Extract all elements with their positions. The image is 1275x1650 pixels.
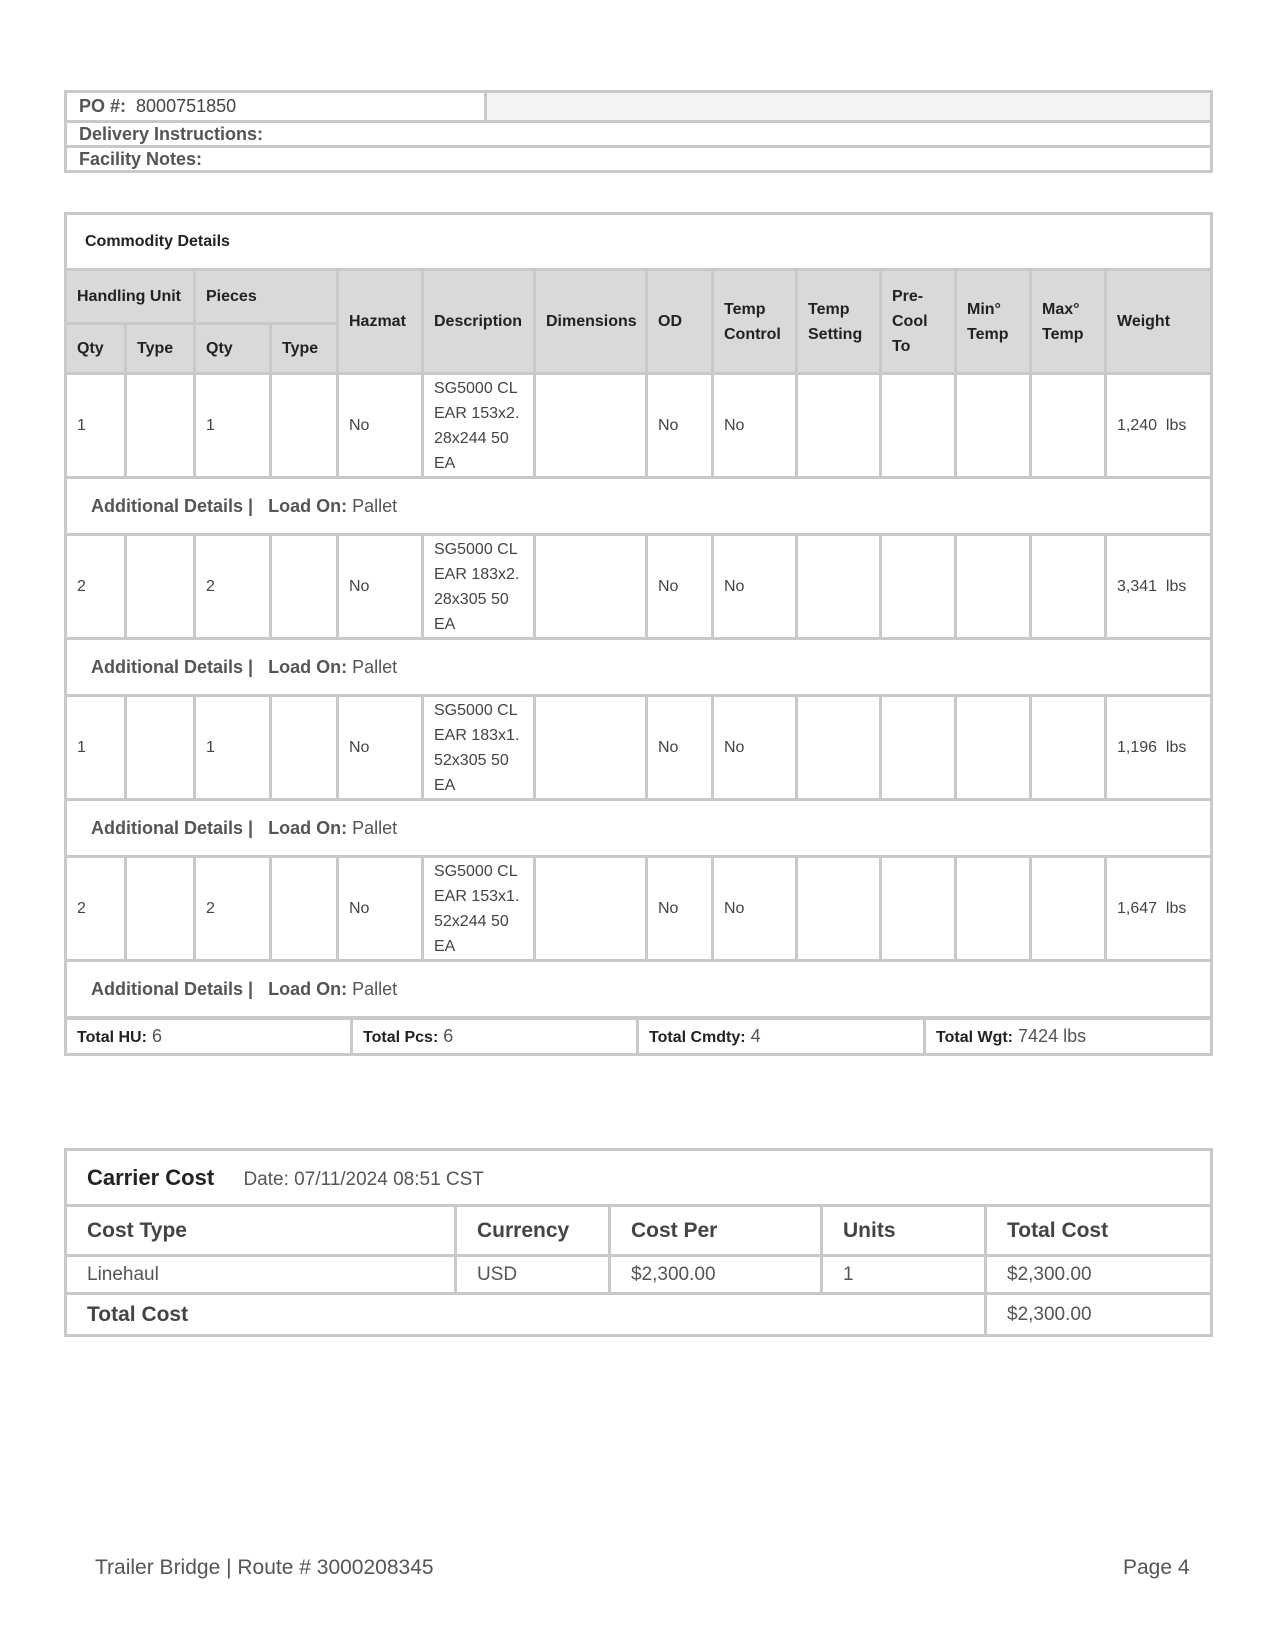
header-handling-unit: Handling Unit [66, 270, 195, 324]
total-hu-label: Total HU: [77, 1029, 147, 1046]
total-hu-value: 6 [151, 1026, 162, 1046]
load-on-label: Load On: [268, 656, 348, 677]
hu-qty-cell: 1 [66, 696, 126, 800]
header-total-cost: Total Cost [986, 1206, 1212, 1256]
header-description: Description [423, 270, 535, 374]
additional-details-row [66, 961, 1212, 1018]
temp-setting-cell [797, 535, 881, 639]
weight-cell: 3,341 lbs [1106, 535, 1212, 639]
load-on-label: Load On: [268, 495, 348, 516]
cost-per-cell: $2,300.00 [610, 1256, 822, 1294]
load-on-value: Pallet [352, 656, 398, 677]
dimensions-cell [535, 857, 647, 961]
total-wgt-cell [925, 1019, 1212, 1055]
header-hu-type: Type [126, 324, 195, 374]
max-temp-cell [1031, 374, 1106, 478]
header-currency: Currency [456, 1206, 610, 1256]
additional-details-cell [66, 639, 1212, 696]
max-temp-cell [1031, 696, 1106, 800]
additional-details-label: Additional Details | [91, 978, 254, 999]
footer-route: Trailer Bridge | Route # 3000208345 [95, 1556, 434, 1579]
commodity-row [66, 857, 1212, 961]
dimensions-cell [535, 696, 647, 800]
carrier-cost-title-cell [66, 1150, 1212, 1206]
po-number-label: PO #: [79, 96, 127, 116]
additional-details-row [66, 639, 1212, 696]
pre-cool-cell [881, 374, 956, 478]
header-pieces: Pieces [195, 270, 338, 324]
pcs-type-cell [271, 374, 338, 478]
temp-control-cell: No [713, 696, 797, 800]
description-cell: SG5000 CLEAR 183x1.52x305 50 EA [423, 696, 535, 800]
additional-details-cell [66, 800, 1212, 857]
grand-total-label: Total Cost [66, 1294, 986, 1336]
currency-cell: USD [456, 1256, 610, 1294]
od-cell: No [647, 374, 713, 478]
commodity-details-table [64, 212, 1213, 1019]
min-temp-cell [956, 535, 1031, 639]
max-temp-cell [1031, 535, 1106, 639]
od-cell: No [647, 696, 713, 800]
temp-setting-cell [797, 696, 881, 800]
hu-qty-cell: 2 [66, 535, 126, 639]
additional-details-cell [66, 961, 1212, 1018]
dimensions-cell [535, 374, 647, 478]
carrier-cost-table [64, 1148, 1213, 1337]
min-temp-cell [956, 857, 1031, 961]
additional-details-row [66, 478, 1212, 535]
commodity-details-caption: Commodity Details [66, 214, 1212, 270]
total-wgt-value: 7424 lbs [1018, 1026, 1087, 1046]
total-pcs-label: Total Pcs: [363, 1029, 439, 1046]
load-on-value: Pallet [352, 978, 398, 999]
pre-cool-cell [881, 696, 956, 800]
units-cell: 1 [822, 1256, 986, 1294]
temp-control-cell: No [713, 374, 797, 478]
description-cell: SG5000 CLEAR 183x2.28x305 50 EA [423, 535, 535, 639]
od-cell: No [647, 857, 713, 961]
carrier-cost-title: Carrier Cost [87, 1164, 215, 1190]
weight-cell: 1,647 lbs [1106, 857, 1212, 961]
header-od: OD [647, 270, 713, 374]
header-pre-cool: Pre-Cool To [881, 270, 956, 374]
header-hu-qty: Qty [66, 324, 126, 374]
hu-qty-cell: 2 [66, 857, 126, 961]
hu-type-cell [126, 696, 195, 800]
commodity-totals-table [64, 1017, 1213, 1056]
header-min-temp: Min° Temp [956, 270, 1031, 374]
commodity-row [66, 374, 1212, 478]
pcs-type-cell [271, 535, 338, 639]
total-pcs-value: 6 [443, 1026, 454, 1046]
hazmat-cell: No [338, 857, 423, 961]
cost-row [66, 1256, 1212, 1294]
po-number-cell [66, 92, 486, 122]
footer-page-number: Page 4 [1123, 1556, 1190, 1579]
total-cost-cell: $2,300.00 [986, 1256, 1212, 1294]
additional-details-label: Additional Details | [91, 495, 254, 516]
header-cost-type: Cost Type [66, 1206, 456, 1256]
additional-details-label: Additional Details | [91, 656, 254, 677]
pcs-type-cell [271, 857, 338, 961]
total-cmdty-value: 4 [750, 1026, 761, 1046]
hazmat-cell: No [338, 535, 423, 639]
grand-total-value: $2,300.00 [986, 1294, 1212, 1336]
facility-notes-label: Facility Notes: [66, 147, 1212, 172]
cost-type-cell: Linehaul [66, 1256, 456, 1294]
additional-details-label: Additional Details | [91, 817, 254, 838]
hu-qty-cell: 1 [66, 374, 126, 478]
hu-type-cell [126, 535, 195, 639]
header-temp-setting: Temp Setting [797, 270, 881, 374]
po-empty-cell [486, 92, 1212, 122]
total-hu-cell [66, 1019, 352, 1055]
header-pcs-type: Type [271, 324, 338, 374]
header-hazmat: Hazmat [338, 270, 423, 374]
max-temp-cell [1031, 857, 1106, 961]
od-cell: No [647, 535, 713, 639]
pcs-qty-cell: 1 [195, 374, 271, 478]
hu-type-cell [126, 857, 195, 961]
hazmat-cell: No [338, 696, 423, 800]
total-cmdty-cell [638, 1019, 925, 1055]
header-weight: Weight [1106, 270, 1212, 374]
header-units: Units [822, 1206, 986, 1256]
po-number-value: 8000751850 [136, 96, 237, 116]
min-temp-cell [956, 696, 1031, 800]
weight-cell: 1,240 lbs [1106, 374, 1212, 478]
commodity-row [66, 535, 1212, 639]
hazmat-cell: No [338, 374, 423, 478]
temp-setting-cell [797, 374, 881, 478]
header-max-temp: Max° Temp [1031, 270, 1106, 374]
header-cost-per: Cost Per [610, 1206, 822, 1256]
temp-control-cell: No [713, 857, 797, 961]
hu-type-cell [126, 374, 195, 478]
temp-setting-cell [797, 857, 881, 961]
load-on-label: Load On: [268, 817, 348, 838]
delivery-instructions-label: Delivery Instructions: [66, 122, 1212, 147]
pcs-type-cell [271, 696, 338, 800]
total-pcs-cell [352, 1019, 638, 1055]
pcs-qty-cell: 1 [195, 696, 271, 800]
additional-details-cell [66, 478, 1212, 535]
description-cell: SG5000 CLEAR 153x1.52x244 50 EA [423, 857, 535, 961]
header-pcs-qty: Qty [195, 324, 271, 374]
load-on-value: Pallet [352, 817, 398, 838]
min-temp-cell [956, 374, 1031, 478]
pcs-qty-cell: 2 [195, 535, 271, 639]
load-on-label: Load On: [268, 978, 348, 999]
total-cmdty-label: Total Cmdty: [649, 1029, 746, 1046]
additional-details-row [66, 800, 1212, 857]
pre-cool-cell [881, 857, 956, 961]
dimensions-cell [535, 535, 647, 639]
weight-cell: 1,196 lbs [1106, 696, 1212, 800]
commodity-row [66, 696, 1212, 800]
header-temp-control: Temp Control [713, 270, 797, 374]
header-dimensions: Dimensions [535, 270, 647, 374]
temp-control-cell: No [713, 535, 797, 639]
total-wgt-label: Total Wgt: [936, 1029, 1014, 1046]
pcs-qty-cell: 2 [195, 857, 271, 961]
description-cell: SG5000 CLEAR 153x2.28x244 50 EA [423, 374, 535, 478]
carrier-cost-date: Date: 07/11/2024 08:51 CST [243, 1168, 484, 1190]
pre-cool-cell [881, 535, 956, 639]
load-on-value: Pallet [352, 495, 398, 516]
po-info-table [64, 90, 1213, 173]
